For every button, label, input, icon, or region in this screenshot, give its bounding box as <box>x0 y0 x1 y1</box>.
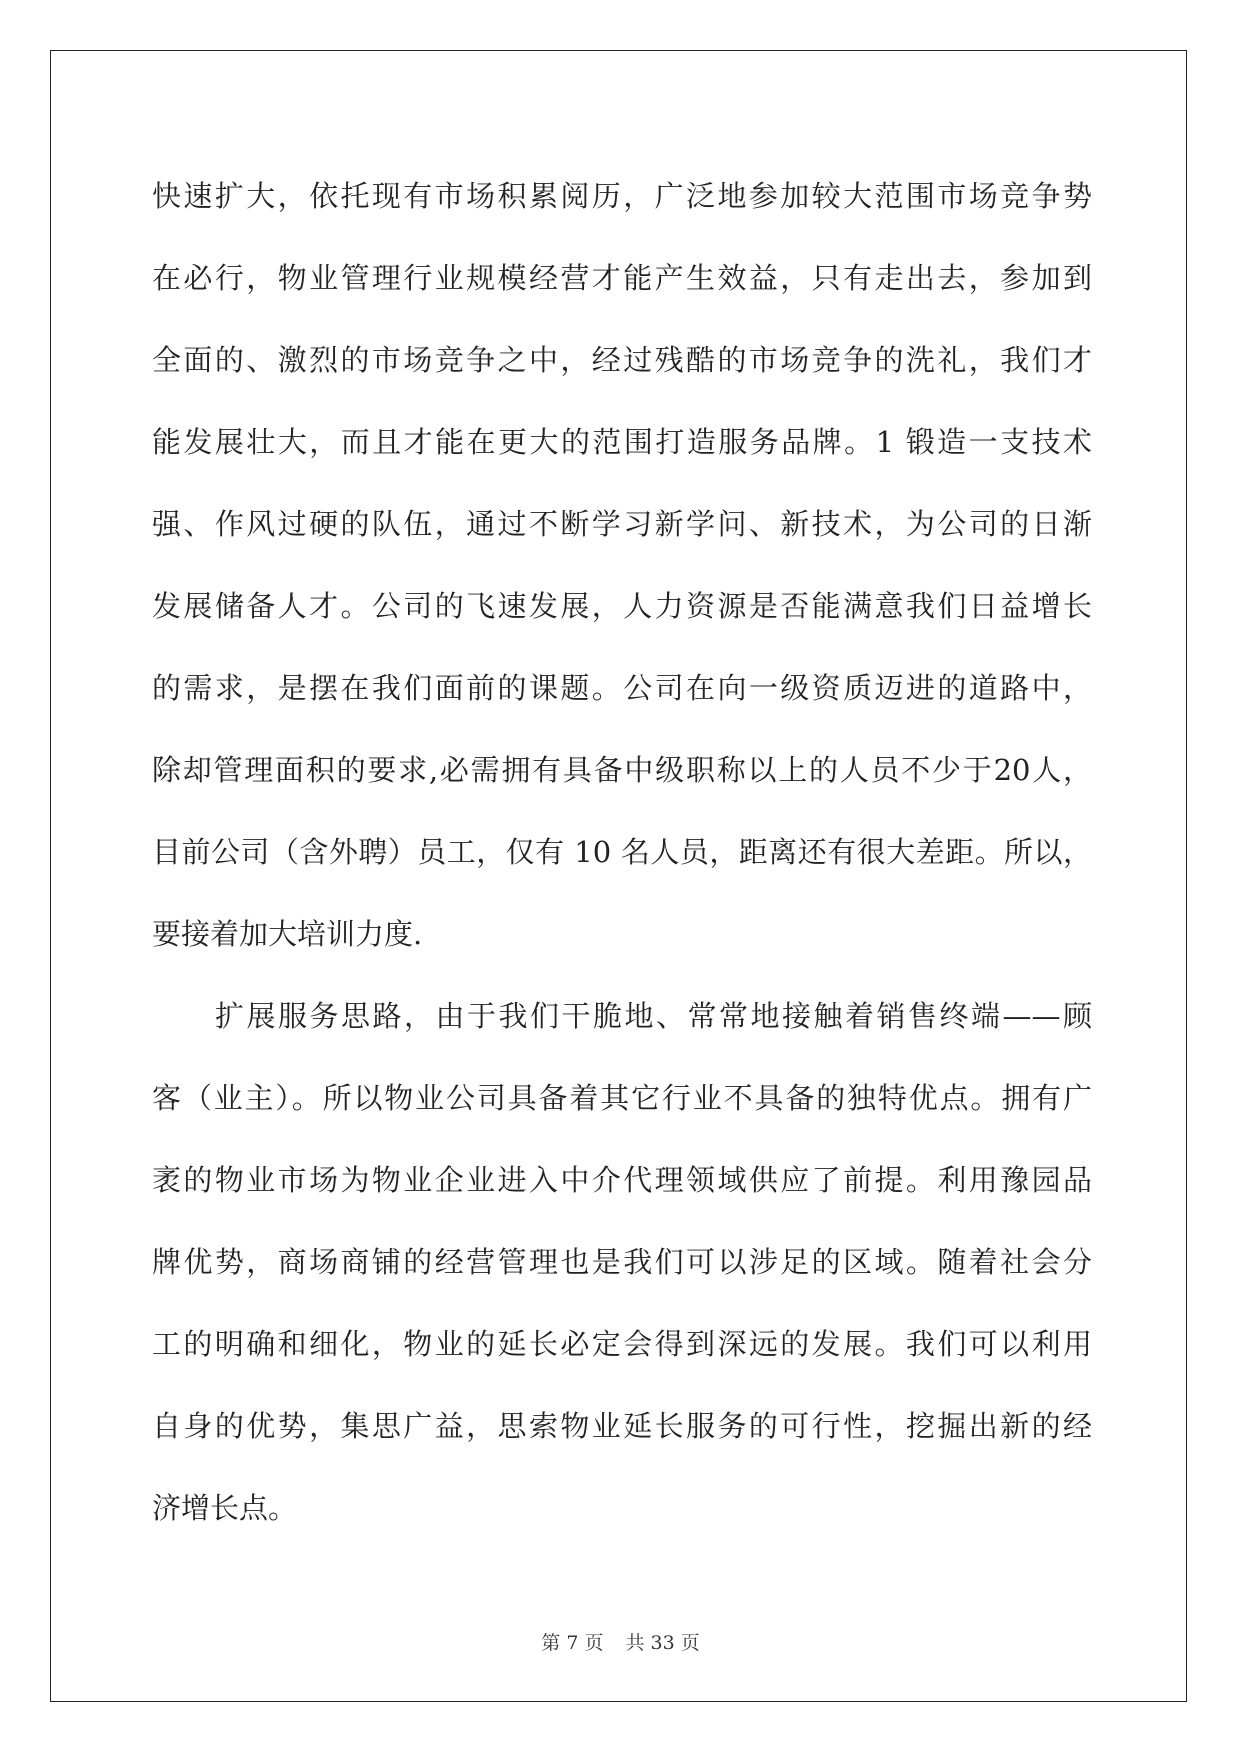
text-line: 全面的、激烈的市场竞争之中，经过残酷的市场竞争的洗礼，我们才 <box>152 343 1092 377</box>
text-line: 济增长点。 <box>152 1491 298 1525</box>
text-line: 牌优势，商场商铺的经营管理也是我们可以涉足的区域。随着社会分 <box>152 1245 1092 1279</box>
text-line: 在必行，物业管理行业规模经营才能产生效益，只有走出去，参加到 <box>152 261 1092 295</box>
text-line: 的需求，是摆在我们面前的课题。公司在向一级资质迈进的道路中， <box>152 671 1092 705</box>
text-line: 能发展壮大，而且才能在更大的范围打造服务品牌。1 锻造一支技术 <box>152 425 1092 459</box>
page-number: 第 7 页 <box>541 1632 604 1654</box>
text-line: 扩展服务思路，由于我们干脆地、常常地接触着销售终端——顾 <box>152 999 1092 1033</box>
text-line: 目前公司（含外聘）员工，仅有 10 名人员，距离还有很大差距。所以， <box>152 835 1092 869</box>
text-line: 工的明确和细化，物业的延长必定会得到深远的发展。我们可以利用 <box>152 1327 1092 1361</box>
page-total: 共 33 页 <box>625 1632 700 1654</box>
page-footer <box>0 1628 1241 1655</box>
text-line: 除却管理面积的要求,必需拥有具备中级职称以上的人员不少于20人， <box>152 753 1092 787</box>
document-body <box>152 155 1092 1549</box>
text-line: 强、作风过硬的队伍，通过不断学习新学问、新技术，为公司的日渐 <box>152 507 1092 541</box>
text-line: 自身的优势，集思广益，思索物业延长服务的可行性，挖掘出新的经 <box>152 1409 1092 1443</box>
text-line: 快速扩大，依托现有市场积累阅历，广泛地参加较大范围市场竞争势 <box>152 179 1092 213</box>
text-line: 要接着加大培训力度. <box>152 917 423 951</box>
text-line: 袤的物业市场为物业企业进入中介代理领域供应了前提。利用豫园品 <box>152 1163 1092 1197</box>
text-line: 客（业主）。所以物业公司具备着其它行业不具备的独特优点。拥有广 <box>152 1081 1092 1115</box>
text-line: 发展储备人才。公司的飞速发展，人力资源是否能满意我们日益增长 <box>152 589 1092 623</box>
